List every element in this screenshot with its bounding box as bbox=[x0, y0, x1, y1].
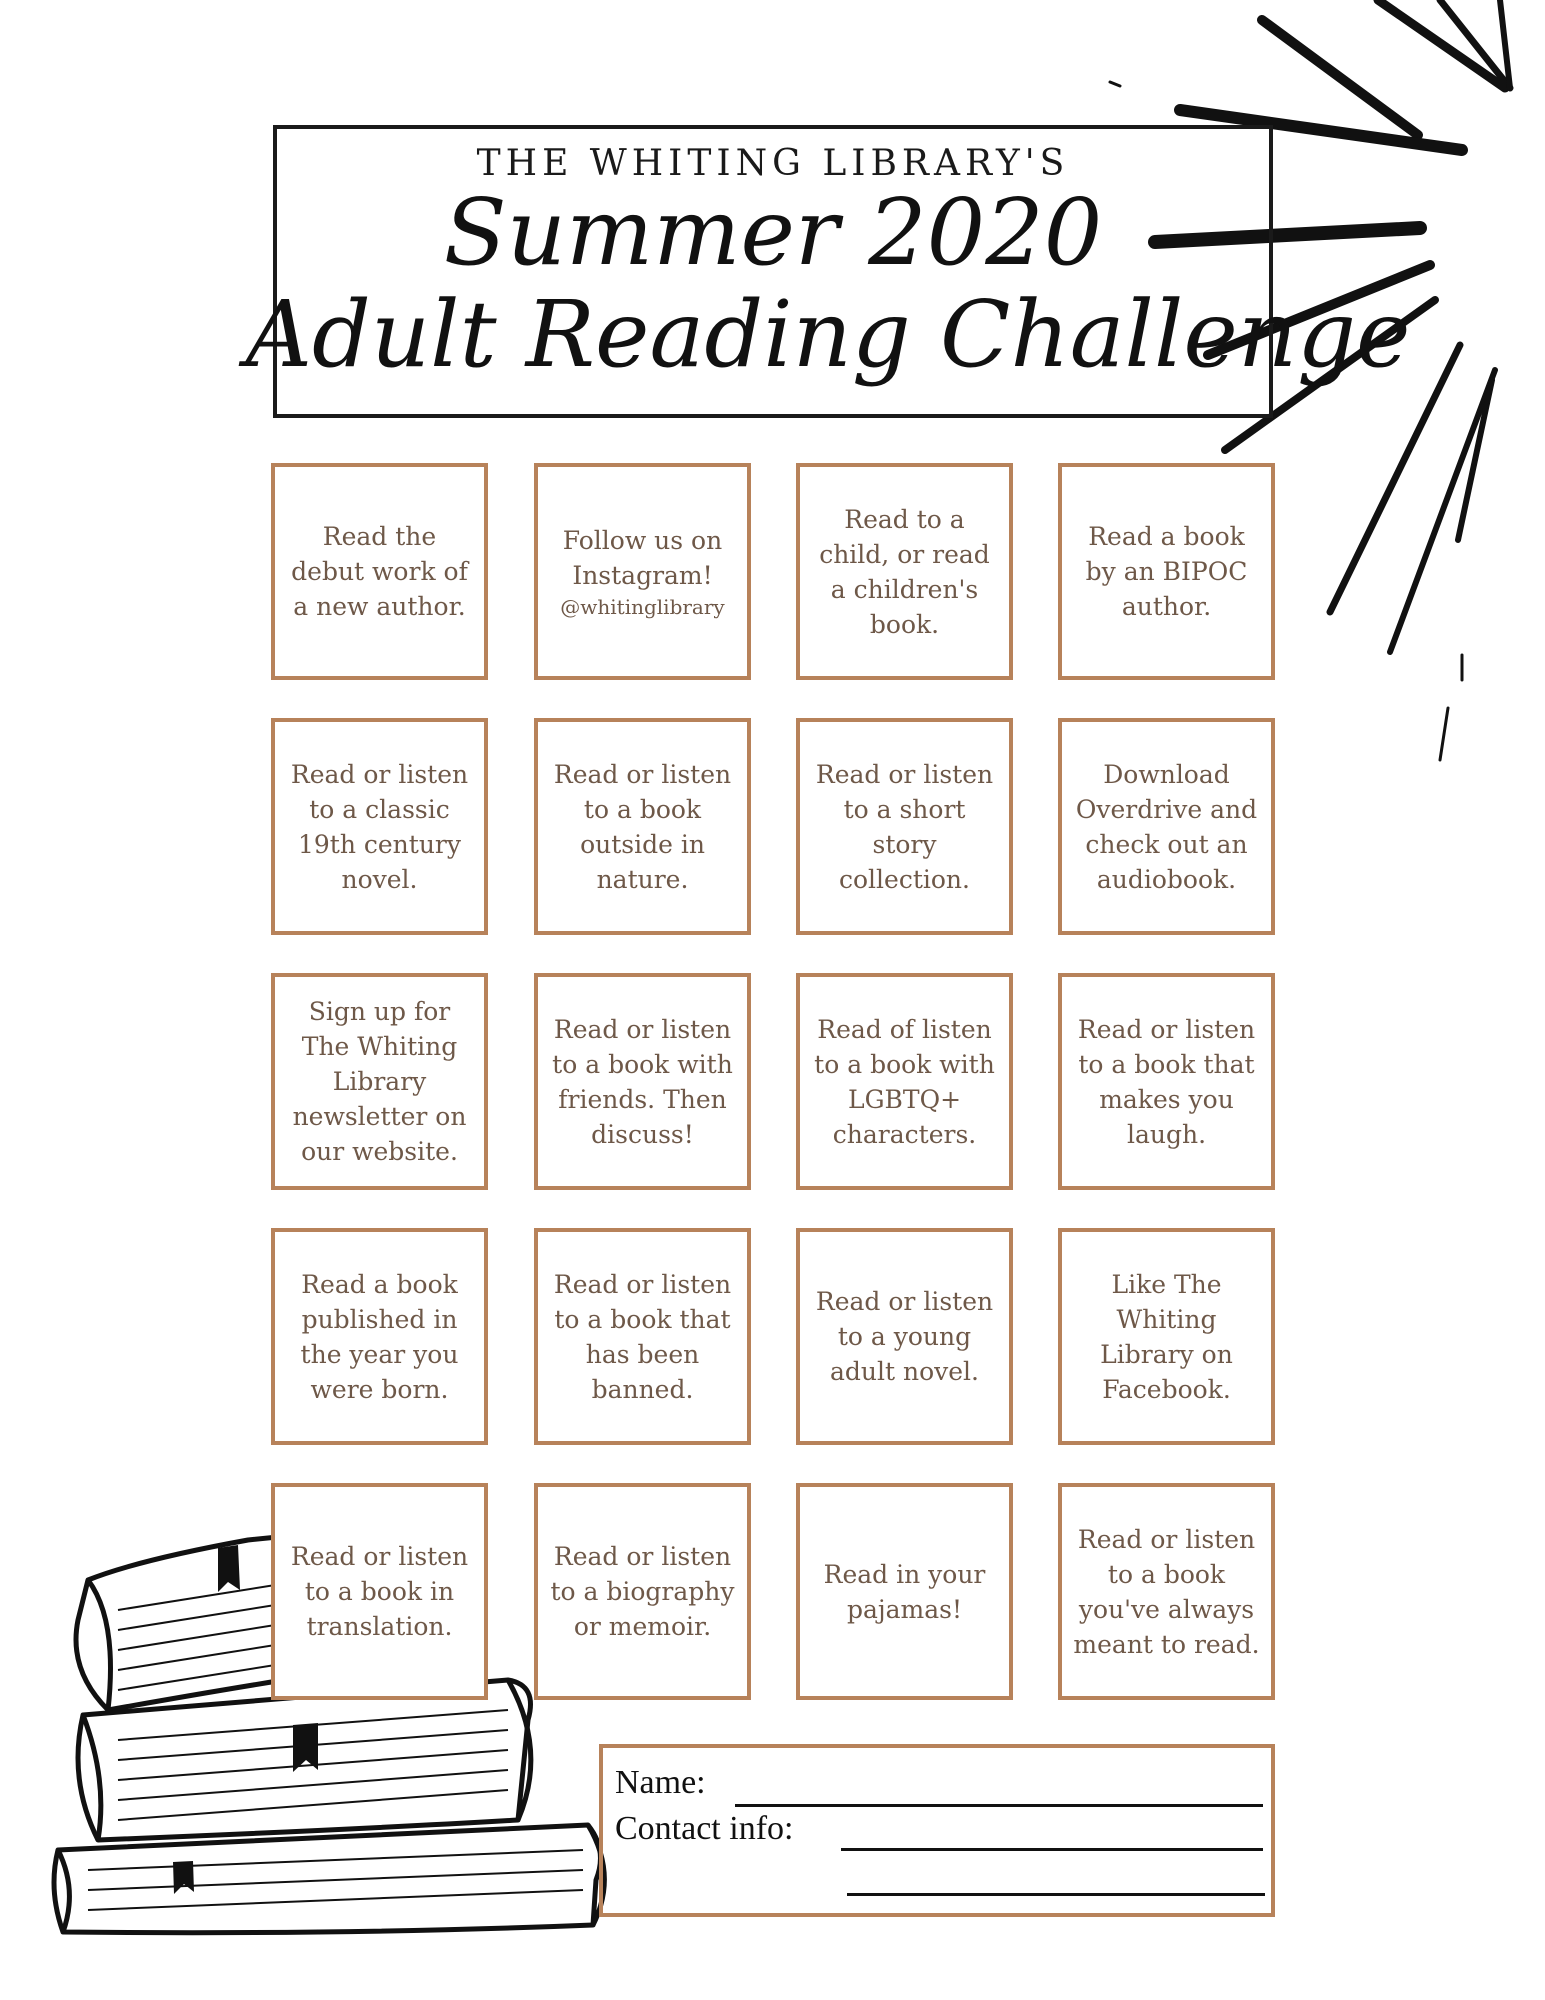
challenge-text: Read or listen to a book in translation. bbox=[290, 1542, 469, 1641]
challenge-square[interactable] bbox=[796, 463, 1013, 680]
challenge-text: Read or listen to a short story collection. bbox=[815, 759, 994, 894]
challenge-text: Read or listen to a young adult novel. bbox=[815, 1287, 994, 1386]
challenge-square[interactable] bbox=[534, 463, 751, 680]
challenge-text: Read a book by an BIPOC author. bbox=[1085, 522, 1248, 621]
contact-info-box bbox=[599, 1744, 1275, 1917]
instagram-handle: @whitinglibrary bbox=[560, 594, 725, 619]
contact-info-label: Contact info: bbox=[615, 1810, 794, 1847]
challenge-square[interactable] bbox=[1058, 1483, 1275, 1700]
challenge-text: Read or listen to a book that makes you laugh. bbox=[1077, 1014, 1256, 1149]
challenge-text: Read the debut work of a new author. bbox=[291, 522, 468, 621]
challenge-text: Read or listen to a book with friends. Then discuss! bbox=[552, 1014, 733, 1149]
challenge-square[interactable] bbox=[1058, 718, 1275, 935]
library-name: THE WHITING LIBRARY'S bbox=[476, 143, 1070, 184]
contact-info-field[interactable] bbox=[841, 1848, 1263, 1851]
challenge-text: Read of listen to a book with LGBTQ+ characters. bbox=[814, 1014, 995, 1149]
challenge-text: Sign up for The Whiting Library newsletter on our website. bbox=[292, 997, 467, 1166]
challenge-text: Follow us on Instagram! bbox=[562, 525, 723, 590]
challenge-text: Read a book published in the year you were born. bbox=[300, 1269, 459, 1404]
challenge-square[interactable] bbox=[796, 1483, 1013, 1700]
challenge-text: Read or listen to a book outside in nature. bbox=[553, 759, 732, 894]
challenge-square[interactable] bbox=[271, 973, 488, 1190]
header-box bbox=[245, 125, 1411, 418]
challenge-square[interactable] bbox=[534, 1228, 751, 1445]
challenge-square[interactable] bbox=[534, 973, 751, 1190]
name-label: Name: bbox=[615, 1764, 706, 1801]
challenge-square[interactable] bbox=[271, 718, 488, 935]
challenge-square[interactable] bbox=[796, 718, 1013, 935]
challenge-text: Read or listen to a book you've always meant to read. bbox=[1073, 1524, 1260, 1659]
challenge-text: Read or listen to a biography or memoir. bbox=[550, 1542, 735, 1641]
challenge-square[interactable] bbox=[534, 1483, 751, 1700]
challenge-square[interactable] bbox=[1058, 973, 1275, 1190]
challenge-square[interactable] bbox=[271, 1483, 488, 1700]
challenge-square[interactable] bbox=[271, 463, 488, 680]
challenge-square[interactable] bbox=[271, 1228, 488, 1445]
challenge-title: Adult Reading Challenge bbox=[245, 281, 1411, 388]
challenge-square[interactable] bbox=[1058, 463, 1275, 680]
challenge-text: Read to a child, or read a children's book. bbox=[819, 504, 990, 639]
challenge-square[interactable] bbox=[796, 1228, 1013, 1445]
challenge-square[interactable] bbox=[796, 973, 1013, 1190]
challenge-text: Read in your pajamas! bbox=[823, 1559, 986, 1624]
challenge-text: Read or listen to a book that has been banned. bbox=[553, 1269, 732, 1404]
name-field[interactable] bbox=[735, 1804, 1263, 1807]
challenge-square[interactable] bbox=[1058, 1228, 1275, 1445]
challenge-square[interactable] bbox=[534, 718, 751, 935]
contact-info-field-line-2[interactable] bbox=[847, 1893, 1265, 1896]
challenge-season: Summer 2020 bbox=[443, 179, 1103, 286]
challenge-text: Read or listen to a classic 19th century novel. bbox=[290, 759, 469, 894]
challenge-text: Download Overdrive and check out an audiobook. bbox=[1075, 759, 1258, 894]
challenge-text: Like The Whiting Library on Facebook. bbox=[1100, 1269, 1233, 1404]
